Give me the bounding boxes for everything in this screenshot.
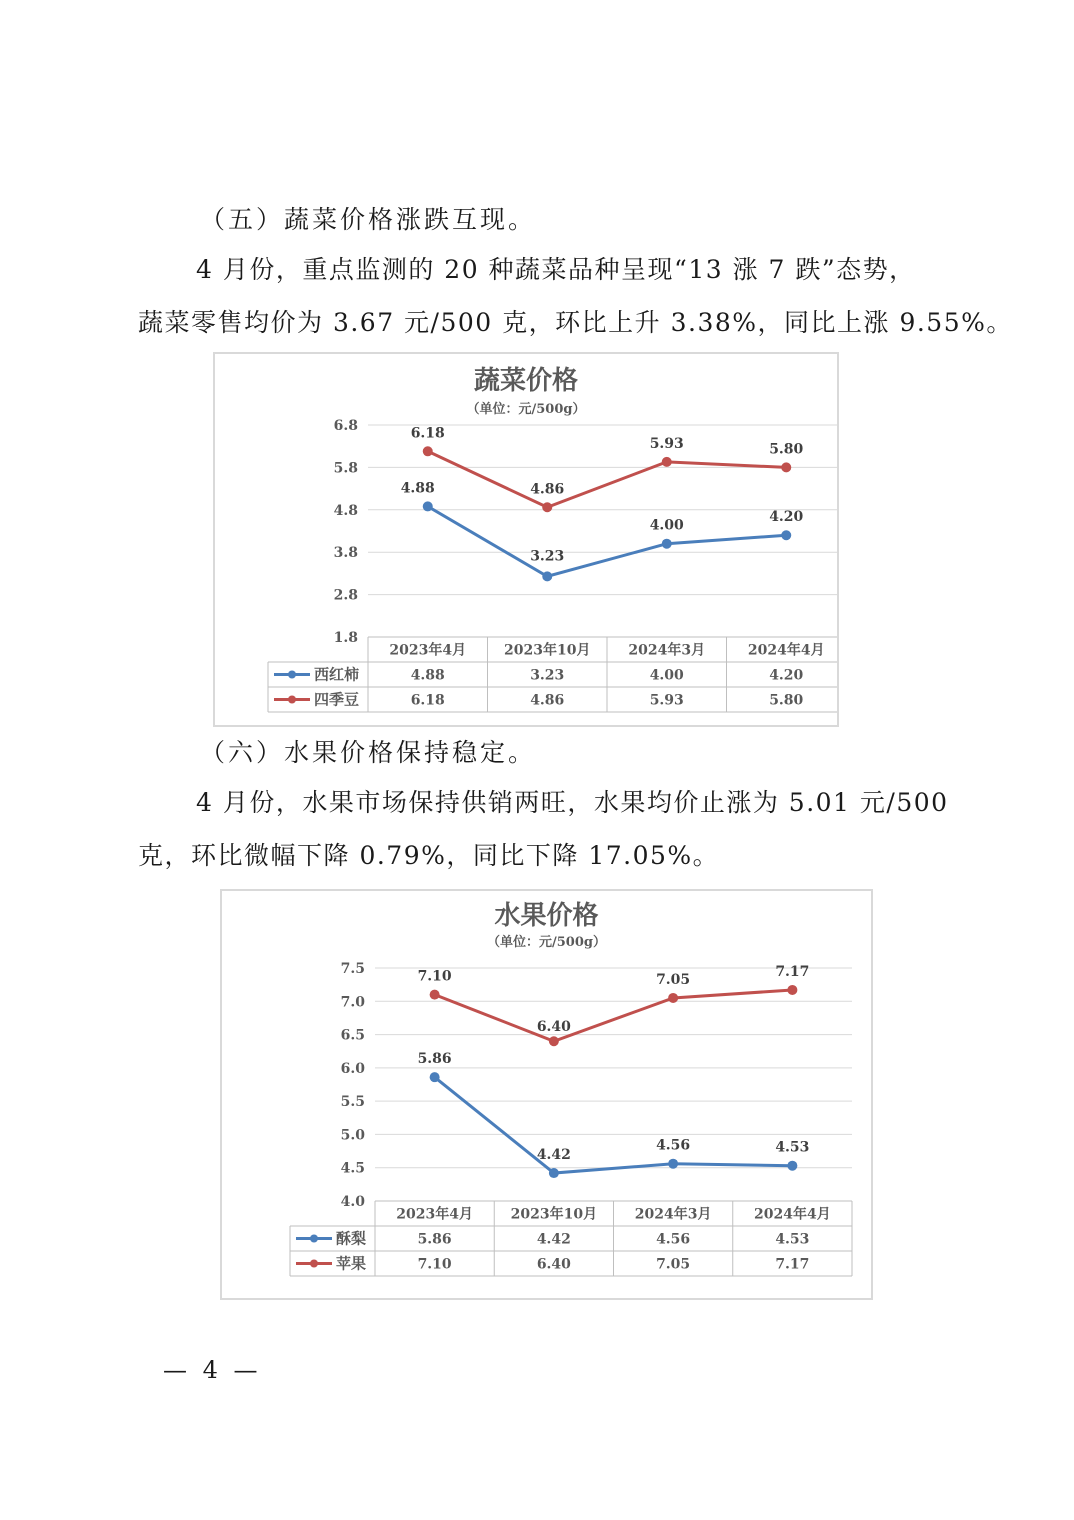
fruit-price-chart-svg bbox=[222, 891, 871, 1298]
y-tick-label: 3.8 bbox=[333, 545, 358, 562]
x-category-label: 2024年4月 bbox=[754, 1206, 831, 1223]
x-category-label: 2023年10月 bbox=[504, 642, 591, 659]
data-point bbox=[787, 985, 797, 995]
section-heading-vegetables: （五）蔬菜价格涨跌互现。 bbox=[200, 205, 537, 234]
data-point bbox=[542, 571, 552, 581]
legend-marker bbox=[310, 1260, 318, 1268]
data-label: 6.40 bbox=[536, 1019, 571, 1036]
data-label: 5.86 bbox=[417, 1051, 452, 1068]
data-point bbox=[662, 457, 672, 467]
table-value: 4.53 bbox=[775, 1231, 810, 1248]
y-tick-label: 4.8 bbox=[333, 502, 358, 519]
y-tick-label: 7.5 bbox=[340, 961, 365, 977]
data-point bbox=[787, 1161, 797, 1171]
data-label: 7.17 bbox=[775, 963, 810, 980]
legend-series-name: 酥梨 bbox=[336, 1229, 367, 1248]
table-value: 5.80 bbox=[769, 692, 804, 709]
data-point bbox=[423, 446, 433, 456]
data-label: 4.88 bbox=[400, 480, 435, 497]
table-value: 5.93 bbox=[649, 692, 684, 709]
data-label: 4.00 bbox=[649, 517, 684, 534]
y-tick-label: 5.0 bbox=[340, 1127, 365, 1144]
x-category-label: 2024年3月 bbox=[634, 1206, 712, 1223]
data-point bbox=[430, 1072, 440, 1082]
data-point bbox=[423, 501, 433, 511]
table-value: 6.40 bbox=[536, 1256, 571, 1273]
series-line bbox=[435, 990, 793, 1041]
y-tick-label: 6.5 bbox=[340, 1027, 365, 1044]
table-value: 3.23 bbox=[530, 667, 565, 684]
legend-marker bbox=[288, 671, 296, 679]
data-label: 3.23 bbox=[530, 548, 565, 565]
data-point bbox=[549, 1036, 559, 1046]
chart-subtitle: （单位：元/500g） bbox=[466, 402, 586, 417]
data-label: 7.05 bbox=[656, 971, 691, 988]
legend-series-name: 四季豆 bbox=[314, 690, 360, 709]
section-heading-fruits: （六）水果价格保持稳定。 bbox=[200, 738, 537, 767]
data-label: 4.56 bbox=[656, 1137, 691, 1154]
series-line bbox=[428, 506, 787, 576]
paragraph-line: 蔬菜零售均价为 3.67 元/500 克，环比上升 3.38%，同比上涨 9.55%。 bbox=[138, 308, 1013, 337]
table-value: 7.17 bbox=[775, 1256, 810, 1273]
paragraph-line: 4 月份，重点监测的 20 种蔬菜品种呈现“13 涨 7 跌”态势， bbox=[196, 255, 916, 284]
data-label: 5.80 bbox=[769, 441, 804, 458]
y-tick-label: 5.8 bbox=[333, 460, 358, 477]
legend-series-name: 苹果 bbox=[336, 1254, 367, 1273]
x-category-label: 2024年4月 bbox=[747, 642, 825, 659]
y-tick-label: 1.8 bbox=[333, 630, 358, 646]
data-point bbox=[549, 1168, 559, 1178]
vegetable-price-chart bbox=[213, 352, 839, 727]
y-tick-label: 5.5 bbox=[340, 1094, 365, 1111]
chart-title: 水果价格 bbox=[494, 901, 599, 931]
x-category-label: 2024年3月 bbox=[628, 642, 706, 659]
data-label: 7.10 bbox=[417, 968, 452, 985]
legend-marker bbox=[310, 1235, 318, 1243]
data-label: 4.53 bbox=[775, 1139, 810, 1156]
chart-subtitle: （单位：元/500g） bbox=[487, 935, 606, 950]
data-point bbox=[430, 990, 440, 1000]
table-value: 4.20 bbox=[769, 667, 804, 684]
data-point bbox=[781, 462, 791, 472]
y-tick-label: 6.0 bbox=[340, 1060, 365, 1077]
data-label: 5.93 bbox=[649, 435, 684, 452]
data-label: 4.42 bbox=[536, 1147, 571, 1164]
data-label: 4.86 bbox=[530, 481, 565, 498]
chart-title: 蔬菜价格 bbox=[473, 366, 579, 396]
y-tick-label: 6.8 bbox=[333, 418, 358, 434]
table-value: 4.88 bbox=[410, 667, 445, 684]
y-tick-label: 4.0 bbox=[340, 1194, 365, 1210]
legend-series-name: 西红柿 bbox=[314, 665, 360, 684]
data-label: 4.20 bbox=[769, 509, 804, 526]
table-value: 7.10 bbox=[417, 1256, 452, 1273]
vegetable-price-chart-svg bbox=[215, 354, 837, 725]
data-point bbox=[668, 1159, 678, 1169]
paragraph-line: 克，环比微幅下降 0.79%，同比下降 17.05%。 bbox=[138, 841, 720, 870]
paragraph-line: 4 月份，水果市场保持供销两旺，水果均价止涨为 5.01 元/500 bbox=[196, 788, 949, 817]
page-number: — 4 — bbox=[163, 1356, 262, 1384]
table-value: 4.00 bbox=[649, 667, 684, 684]
y-tick-label: 2.8 bbox=[333, 587, 358, 604]
table-value: 4.42 bbox=[536, 1231, 571, 1248]
table-value: 4.86 bbox=[530, 692, 565, 709]
x-category-label: 2023年4月 bbox=[396, 1206, 473, 1223]
x-category-label: 2023年10月 bbox=[510, 1206, 598, 1223]
data-point bbox=[668, 993, 678, 1003]
series-line bbox=[428, 451, 787, 507]
table-value: 7.05 bbox=[656, 1256, 691, 1273]
data-point bbox=[662, 539, 672, 549]
data-label: 6.18 bbox=[410, 425, 445, 442]
y-tick-label: 4.5 bbox=[340, 1160, 365, 1177]
data-point bbox=[542, 502, 552, 512]
fruit-price-chart bbox=[220, 889, 873, 1300]
data-point bbox=[781, 530, 791, 540]
table-value: 5.86 bbox=[417, 1231, 452, 1248]
series-line bbox=[435, 1077, 793, 1173]
y-tick-label: 7.0 bbox=[340, 994, 365, 1011]
x-category-label: 2023年4月 bbox=[389, 642, 467, 659]
table-value: 4.56 bbox=[656, 1231, 691, 1248]
legend-marker bbox=[288, 696, 296, 704]
table-value: 6.18 bbox=[410, 692, 445, 709]
